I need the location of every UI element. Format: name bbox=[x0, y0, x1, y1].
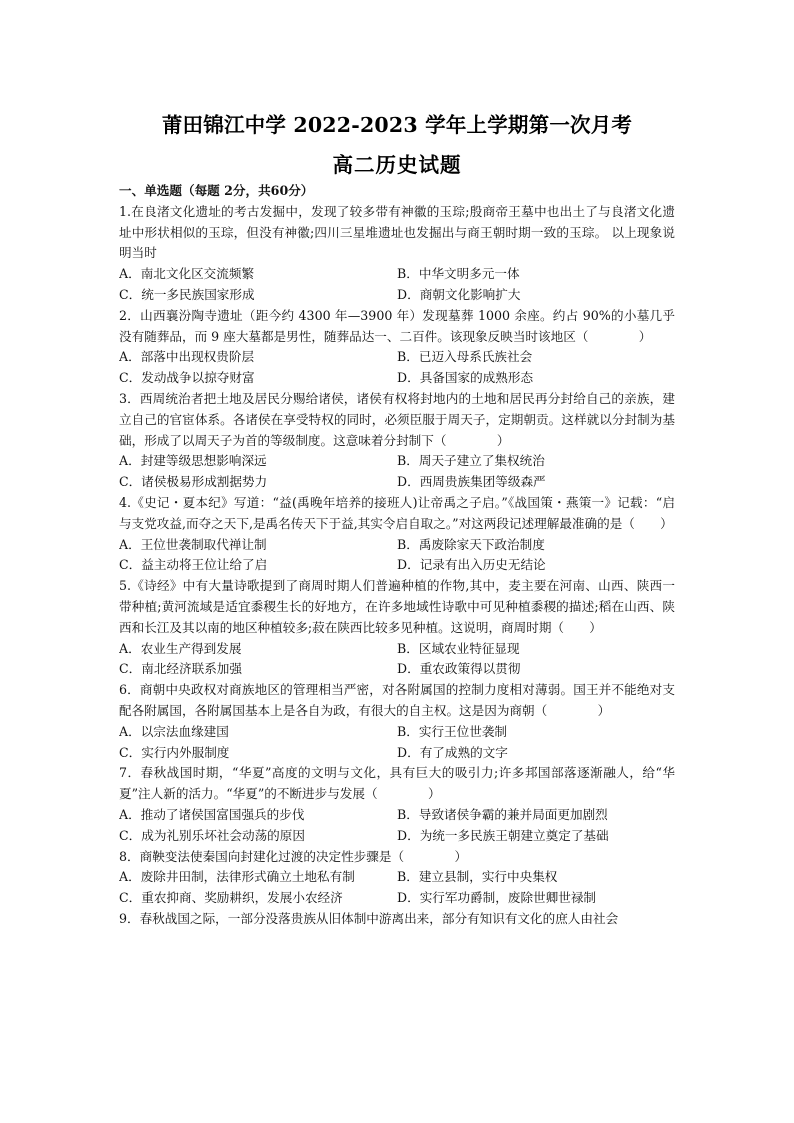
option-a: A．部落中出现权贵阶层 bbox=[119, 349, 255, 365]
question-stem: 1.在良渚文化遗址的考古发掘中，发现了较多带有神徽的玉琮;殷商帝王墓中也出土了与良渚文化遗址中形状相似的玉琮，但没有神徽;四川三星堆遗址也发掘出与商王朝时期一致的玉琮。 以上现象说明当时 bbox=[119, 203, 675, 261]
answer-options bbox=[119, 347, 675, 389]
question-2 bbox=[119, 306, 675, 389]
option-c: C．诸侯极易形成割据势力 bbox=[119, 474, 268, 490]
option-b: B．已迈入母系氏族社会 bbox=[397, 349, 533, 365]
option-d: D．为统一多民族王朝建立奠定了基础 bbox=[397, 827, 609, 843]
option-c: C．实行内外服制度 bbox=[119, 744, 230, 760]
question-stem: 3．西周统治者把土地及居民分赐给诸侯，诸侯有权将封地内的土地和居民再分封给自己的亲族，建立自己的官宦体系。各诸侯在享受特权的同时，必须臣服于周天子，定期朝贡。这样就以分封制为基础，形成了以周天子为首的等级制度。这意味着分封制下（ ） bbox=[119, 390, 675, 448]
option-c: C．重农抑商、奖励耕织，发展小农经济 bbox=[119, 890, 343, 906]
option-a: A．废除井田制，法律形式确立土地私有制 bbox=[119, 869, 355, 885]
option-d: D．商朝文化影响扩大 bbox=[397, 286, 521, 302]
question-3 bbox=[119, 389, 675, 493]
option-d: D．记录有出入历史无结论 bbox=[397, 557, 546, 573]
question-6 bbox=[119, 680, 675, 763]
answer-options bbox=[119, 535, 675, 577]
question-7 bbox=[119, 763, 675, 846]
option-b: B．中华文明多元一体 bbox=[397, 266, 520, 282]
answer-options bbox=[119, 639, 675, 681]
question-stem: 9．春秋战国之际，一部分没落贵族从旧体制中游离出来，部分有知识有文化的庶人由社会 bbox=[119, 910, 619, 926]
question-stem: 5.《诗经》中有大量诗歌提到了商周时期人们普遍种植的作物,其中，麦主要在河南、山西、陕西一带种植;黄河流域是适宜黍稷生长的好地方，在许多地域性诗歌中可见种植黍稷的描述;稻在山西、陕西和长江及其以南的地区种植较多;菽在陕西比较多见种植。这说明，商周时期（ ） bbox=[119, 578, 675, 635]
option-d: D．实行军功爵制，废除世卿世禄制 bbox=[397, 890, 597, 906]
question-5 bbox=[119, 576, 675, 680]
question-stem: 2．山西襄汾陶寺遗址（距今约 4300 年—3900 年）发现墓葬 1000 余座。约占 90%的小墓几乎没有随葬品，而 9 座大墓都是男性，随葬品达一、二百件。该现象反映当时该地区（ ） bbox=[119, 307, 675, 344]
answer-options bbox=[119, 867, 675, 909]
option-c: C．发动战争以掠夺财富 bbox=[119, 370, 255, 386]
exam-subtitle: 高二历史试题 bbox=[332, 153, 462, 177]
option-c: C．益主动将王位让给了启 bbox=[119, 557, 268, 573]
question-1 bbox=[119, 202, 675, 306]
answer-options bbox=[119, 264, 675, 306]
question-8 bbox=[119, 847, 675, 909]
option-d: D．有了成熟的文字 bbox=[397, 744, 508, 760]
option-b: B．区域农业特征显现 bbox=[397, 640, 520, 656]
option-d: D．重农政策得以贯彻 bbox=[397, 661, 521, 677]
question-stem: 6．商朝中央政权对商族地区的管理相当严密，对各附属国的控制力度相对薄弱。国王并不能绝对支配各附属国，各附属国基本上是各自为政，有很大的自主权。这是因为商朝（ ） bbox=[119, 682, 675, 718]
option-c: C．统一多民族国家形成 bbox=[119, 286, 255, 302]
option-b: B．导致诸侯争霸的兼并局面更加剧烈 bbox=[397, 806, 608, 822]
exam-content bbox=[119, 181, 675, 930]
answer-options bbox=[119, 805, 675, 847]
option-b: B．建立县制，实行中央集权 bbox=[397, 869, 558, 885]
option-b: B．实行王位世袭制 bbox=[397, 723, 508, 739]
answer-options bbox=[119, 722, 675, 764]
question-stem: 7．春秋战国时期，“华夏”高度的文明与文化，具有巨大的吸引力;许多邦国部落逐渐融人，给“华夏”注人新的活力。“华夏”的不断进步与发展（ ） bbox=[119, 765, 675, 802]
option-c: C．南北经济联系加强 bbox=[119, 661, 242, 677]
option-d: D．具备国家的成熟形态 bbox=[397, 370, 534, 386]
option-b: B．禹废除家天下政治制度 bbox=[397, 536, 545, 552]
option-c: C．成为礼别乐坏社会动荡的原因 bbox=[119, 827, 305, 843]
section-heading: 一、单选题（每题 2分，共60分） bbox=[119, 183, 314, 198]
option-a: A．农业生产得到发展 bbox=[119, 640, 242, 656]
option-a: A．南北文化区交流频繁 bbox=[119, 266, 255, 282]
option-a: A．王位世袭制取代禅让制 bbox=[119, 536, 267, 552]
question-stem: 8．商鞅变法使秦国向封建化过渡的决定性步骤是（ ） bbox=[119, 848, 468, 864]
option-b: B．周天子建立了集权统治 bbox=[397, 453, 545, 469]
answer-options bbox=[119, 451, 675, 493]
question-stem: 4.《史记・夏本纪》写道：“益(禹晚年培养的接班人)让帝禹之子启。”《战国策・燕策一》记载：“启与支党攻益,而夺之天下,是禹名传天下于益,其实令启自取之。”对这两段记述理解最准确的是（ ） bbox=[119, 494, 675, 531]
option-d: D．西周贵族集团等级森严 bbox=[397, 474, 546, 490]
question-4 bbox=[119, 493, 675, 576]
exam-title: 莆田锦江中学 2022-2023 学年上学期第一次月考 bbox=[161, 113, 633, 137]
option-a: A．推动了诸侯国富国强兵的步伐 bbox=[119, 806, 305, 822]
question-9 bbox=[119, 909, 675, 930]
option-a: A．封建等级思想影响深远 bbox=[119, 453, 267, 469]
option-a: A．以宗法血缘建国 bbox=[119, 723, 229, 739]
